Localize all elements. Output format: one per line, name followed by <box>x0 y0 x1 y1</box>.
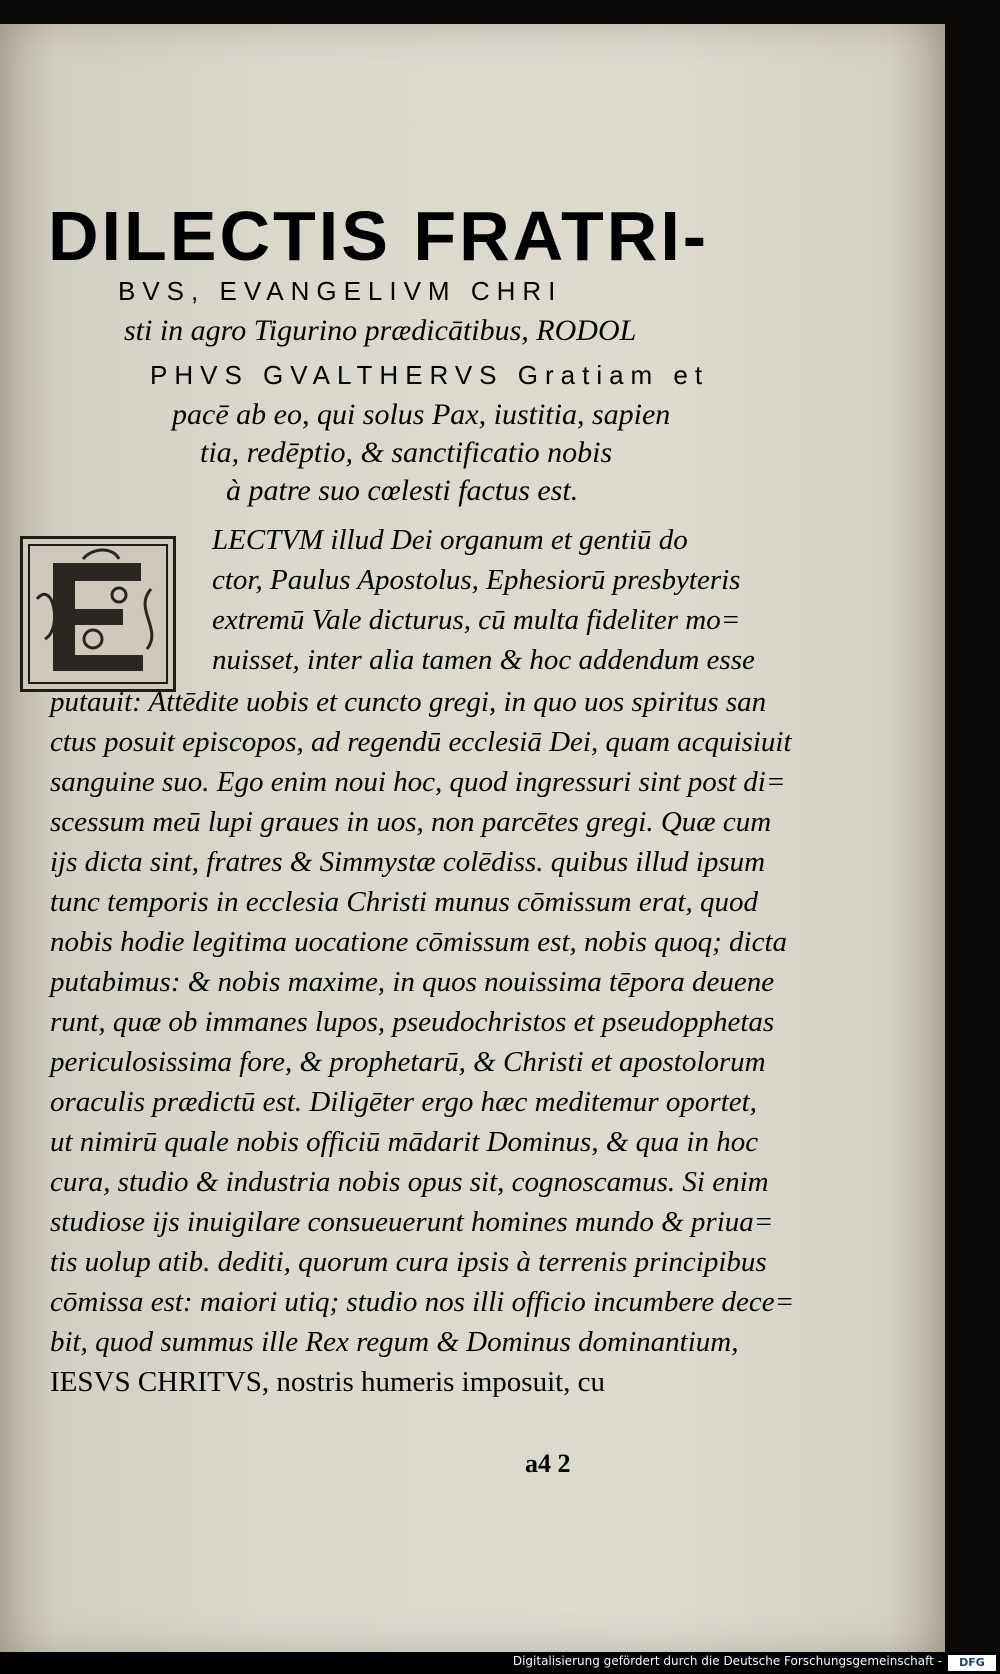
heading-line-5: tia, redēptio, & sanctificatio nobis <box>200 436 613 469</box>
body-line-3: extremū Vale dicturus, cū multa fideliter mo= <box>212 604 741 636</box>
funding-notice: Digitalisierung gefördert durch die Deutsche Forschungsgemeinschaft - <box>512 1654 942 1668</box>
footer-bar <box>0 1652 1000 1674</box>
dfg-logo: DFG <box>948 1655 996 1671</box>
heading-line-4: pacē ab eo, qui solus Pax, iustitia, sapien <box>172 398 671 431</box>
body-line-19: tis uolup atib. dediti, quorum cura ipsis à terrenis principibus <box>50 1246 767 1278</box>
body-line-21: bit, quod summus ille Rex regum & Dominus dominantium, <box>50 1326 739 1358</box>
body-line-10: tunc temporis in ecclesia Christi munus cōmissum erat, quod <box>50 886 759 918</box>
body-line-18: studiose ijs inuigilare consueuerunt homines mundo & priua= <box>50 1206 774 1238</box>
body-line-4: nuisset, inter alia tamen & hoc addendum esse <box>212 644 755 676</box>
body-line-7: sanguine suo. Ego enim noui hoc, quod ingressuri sint post di= <box>50 766 786 798</box>
body-line-22: IESVS CHRITVS, nostris humeris imposuit, cu <box>50 1366 606 1398</box>
body-line-5: putauit: Attēdite uobis et cuncto gregi, in quo uos spiritus san <box>50 686 767 718</box>
body-line-16: ut nimirū quale nobis officiū mādarit Dominus, & qua in hoc <box>50 1126 759 1158</box>
body-line-1: LECTVM illud Dei organum et gentiū do <box>212 524 688 556</box>
body-line-14: periculosissima fore, & prophetarū, & Christi et apostolorum <box>50 1046 766 1078</box>
body-line-13: runt, quæ ob immanes lupos, pseudochristos et pseudopphetas <box>50 1006 775 1038</box>
body-line-15: oraculis prædictū est. Diligēter ergo hæc meditemur oportet, <box>50 1086 757 1118</box>
heading-line-3: PHVS GVALTHERVS Gratiam et <box>150 360 710 390</box>
signature-mark: a4 2 <box>525 1449 571 1478</box>
body-line-9: ijs dicta sint, fratres & Simmystæ colēdiss. quibus illud ipsum <box>50 846 766 878</box>
body-line-6: ctus posuit episcopos, ad regendū ecclesiā Dei, quam acquisiuit <box>50 726 792 758</box>
body-line-8: scessum meū lupi graues in uos, non parcētes gregi. Quæ cum <box>50 806 772 838</box>
body-line-20: cōmissa est: maiori utiq; studio nos illi officio incumbere dece= <box>50 1286 795 1318</box>
book-page <box>0 24 945 1654</box>
decorated-initial <box>20 536 176 692</box>
heading-line-6: à patre suo cœlesti factus est. <box>226 474 579 507</box>
body-line-2: ctor, Paulus Apostolus, Ephesiorū presbyteris <box>212 564 741 596</box>
body-line-17: cura, studio & industria nobis opus sit, cognoscamus. Si enim <box>50 1166 769 1198</box>
heading-line-1: BVS, EVANGELIVM CHRI <box>118 276 563 306</box>
page-title: DILECTIS FRATRI- <box>48 197 710 275</box>
heading-line-2: sti in agro Tigurino prædicātibus, RODOL <box>124 314 637 347</box>
body-line-12: putabimus: & nobis maxime, in quos nouissima tēpora deuene <box>50 966 775 998</box>
body-line-11: nobis hodie legitima uocatione cōmissum est, nobis quoq; dicta <box>50 926 788 958</box>
